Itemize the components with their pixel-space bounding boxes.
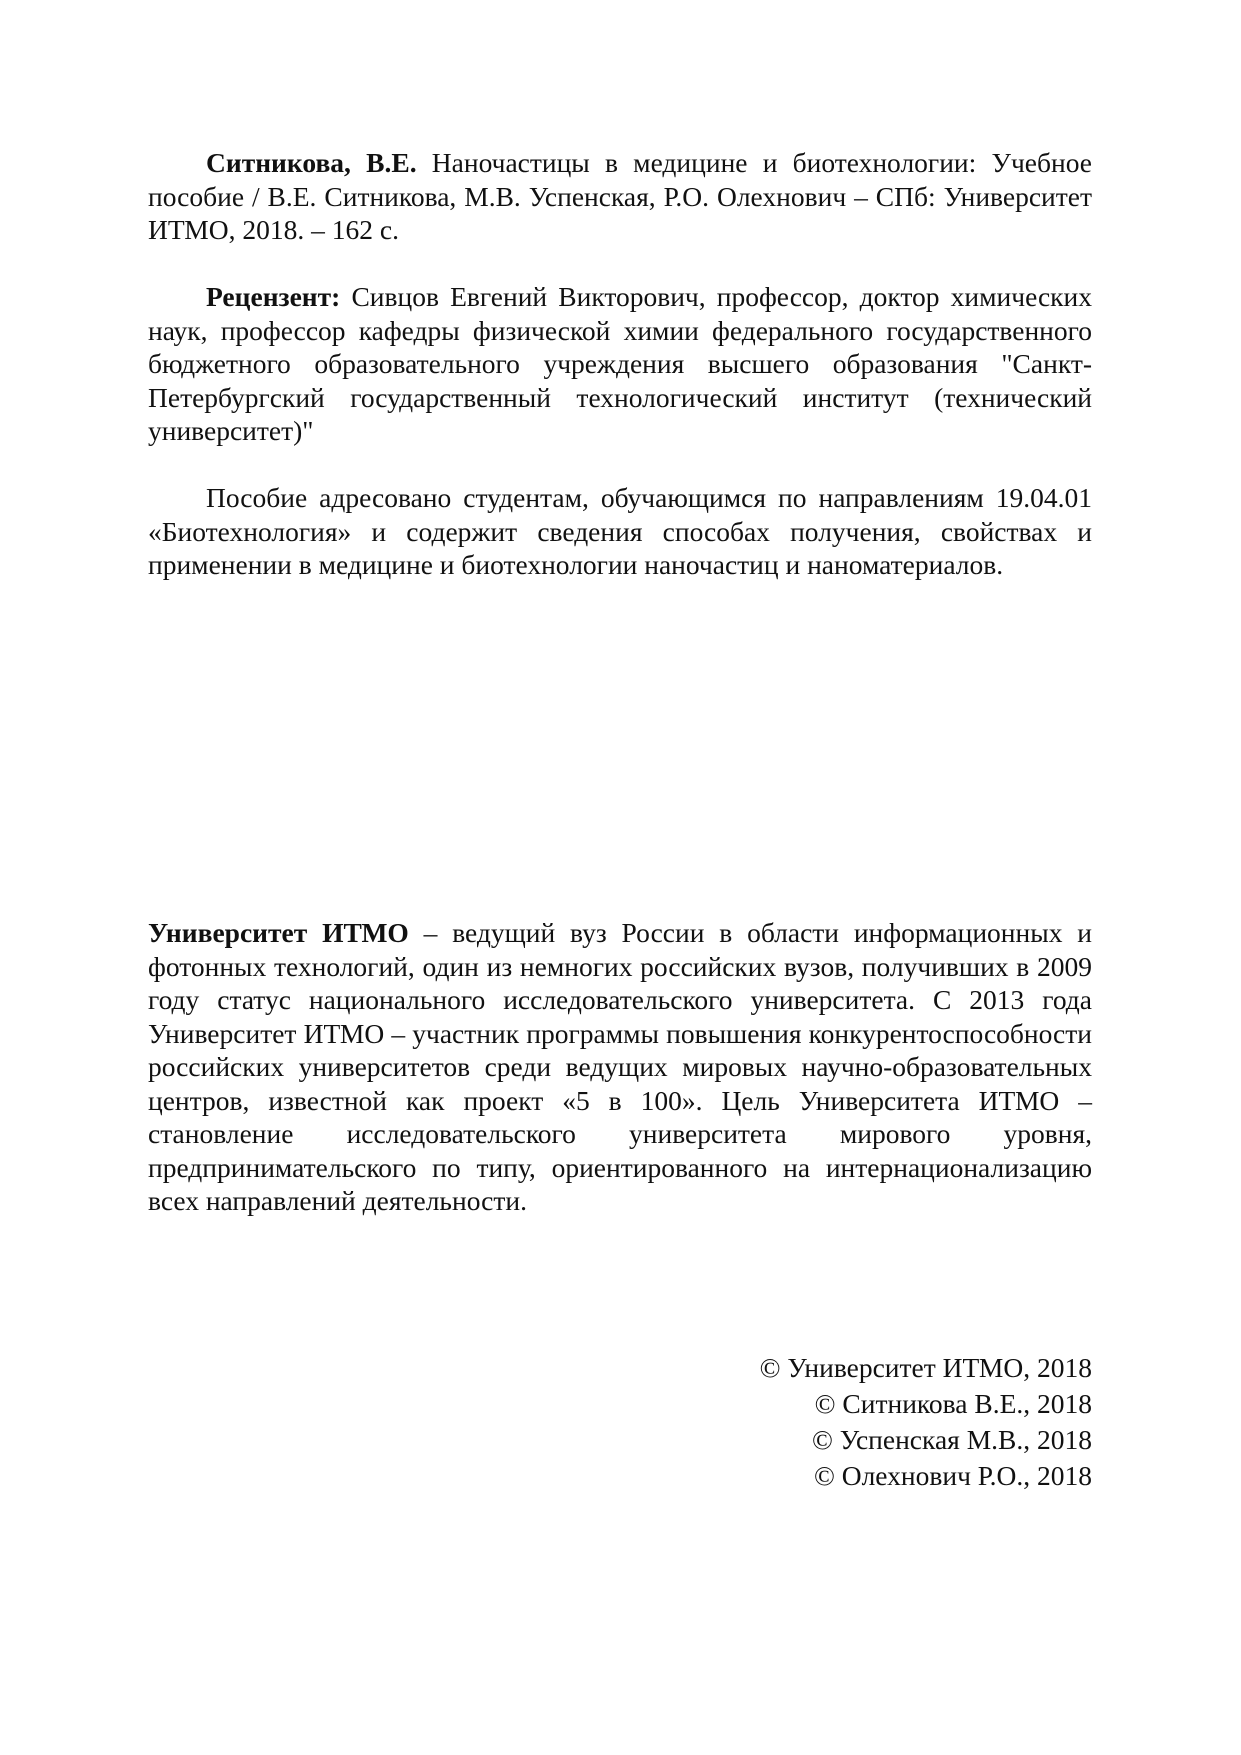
copyright-line-sitnikova: © Ситникова В.Е., 2018 [814, 1388, 1092, 1419]
university-text: – ведущий вуз России в области информационных и фотонных технологий, один из немногих российских вузов, получивших в 2009 году статус национального исследовательского университета. С 2013 года Университет ИТМО – участник программы повышения конкурентоспособности российских университетов среди ведущих мировых научно-образовательных центров, известной как проект «5 в 100». Цель Университета ИТМО – становление исследовательского университета мирового уровня, предпринимательского по типу, ориентированного на интернационализацию всех направлений деятельности. [148, 917, 1092, 1216]
copyright-line-olekhnovich: © Олехнович Р.О., 2018 [813, 1460, 1092, 1491]
bibliographic-text: Наночастицы в медицине и биотехнологии: Учебное пособие / В.Е. Ситникова, М.В. Успенская, Р.О. Олехнович – СПб: Университет ИТМО, 2018. – 162 с. [148, 147, 1092, 245]
reviewer-text: Сивцов Евгений Викторович, профессор, доктор химических наук, профессор кафедры физической химии федерального государственного бюджетного образовательного учреждения высшего образования "Санкт-Петербургский государственный технологический институт (технический университет)" [148, 281, 1092, 446]
university-name: Университет ИТМО [148, 917, 409, 948]
annotation-section [148, 481, 1092, 582]
copyright-block [760, 1350, 1092, 1494]
reviewer-label: Рецензент: [206, 281, 341, 312]
reviewer-section [148, 280, 1092, 448]
bibliographic-record [148, 146, 1092, 247]
copyright-line-uspenskaya: © Успенская М.В., 2018 [812, 1424, 1092, 1455]
annotation-text: Пособие адресовано студентам, обучающимся по направлениям 19.04.01 «Биотехнология» и содержит сведения способах получения, свойствах и применении в медицине и биотехнологии наночастиц и наноматериалов. [148, 482, 1092, 580]
author-name: Ситникова, В.Е. [206, 147, 417, 178]
copyright-line-university: © Университет ИТМО, 2018 [759, 1352, 1092, 1383]
university-description [148, 916, 1092, 1218]
